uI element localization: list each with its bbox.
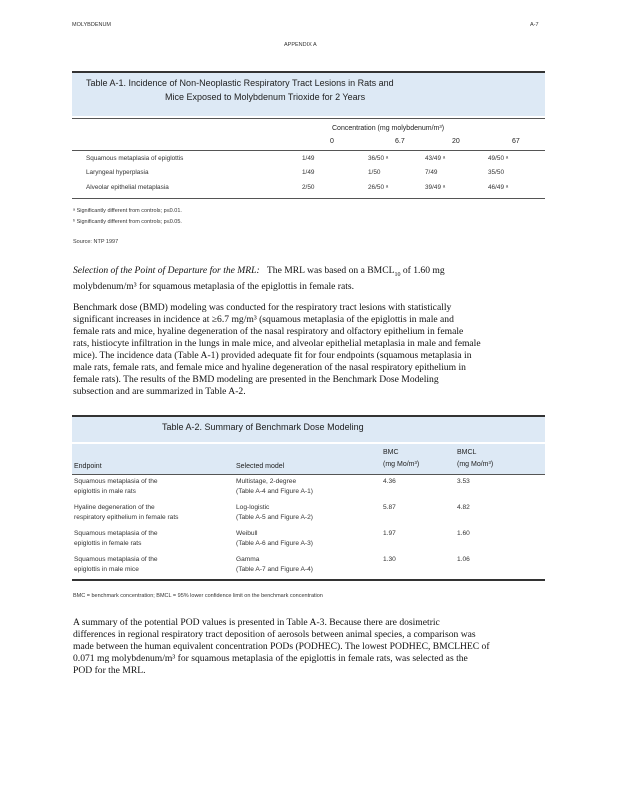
table-cell: 49/50 ᵃ bbox=[488, 155, 509, 162]
table-cell: Gamma (Table A-7 and Figure A-4) bbox=[236, 556, 313, 573]
table1-footnote-a: ᵃ Significantly different from controls; p≤0.01. bbox=[73, 208, 182, 214]
table2-col-bmcl-unit: (mg Mo/m³) bbox=[457, 461, 494, 468]
paragraph-mrl-selection: Selection of the Point of Departure for the MRL: The MRL was based on a $BMCL_{10}$ of 1.60 mg molybdenum/m³ for squamous metaplasia of the epiglottis in female rats. bbox=[73, 265, 445, 292]
paragraph-pod-summary: A summary of the potential POD values is presented in Table A-3. Because there are dosimetric differences in regional respiratory tract deposition of aerosols between animal species, a comparison was made between the human equivalent concentration PODs (PODHEC). The lowest PODHEC, BMCLHEC of 0.071 mg molybdenum/m³ for squamous metaplasia of the epiglottis in female rats, was selected as the POD for the MRL. bbox=[73, 617, 490, 676]
table-cell: 1/50 bbox=[368, 169, 381, 176]
table1-header-rule bbox=[72, 150, 545, 151]
table-cell: Weibull (Table A-6 and Figure A-3) bbox=[236, 530, 313, 547]
table-cell: 36/50 ᵃ bbox=[368, 155, 389, 162]
table2-footnote: BMC = benchmark concentration; BMCL = 95% lower confidence limit on the benchmark concentration bbox=[73, 593, 323, 599]
table-cell: 35/50 bbox=[488, 169, 504, 176]
table-row: Squamous metaplasia of the epiglottis in female rats bbox=[74, 530, 158, 547]
table-cell: 39/49 ᵃ bbox=[425, 184, 446, 191]
table1-col-0: 0 bbox=[330, 138, 334, 145]
table-row: Laryngeal hyperplasia bbox=[86, 169, 149, 176]
running-header-right: A-7 bbox=[530, 22, 539, 28]
table2-title: Table A-2. Summary of Benchmark Dose Modeling bbox=[162, 422, 364, 432]
table-cell: 1.30 bbox=[383, 556, 396, 563]
table-cell: 1.06 bbox=[457, 556, 470, 563]
table2-col-endpoint: Endpoint bbox=[74, 463, 102, 470]
table-cell: Multistage, 2-degree (Table A-4 and Figure A-1) bbox=[236, 478, 313, 495]
paragraph-bmd-modeling: Benchmark dose (BMD) modeling was conducted for the respiratory tract lesions with statistically significant increases in incidence at ≥6.7 mg/m³ (squamous metaplasia of the epiglottis in male and female rats and mice, hyaline degeneration of the nasal respiratory and olfactory epithelium in female rats, histiocyte infiltration in the lungs in male mice, and alveolar epithelial metaplasia in male and female mice). The incidence data (Table A-1) provided adequate fit for four endpoints (squamous metaplasia in male rats, female rats, and female mice and hyaline degeneration of the nasal respiratory epithelium in female rats). The results of the BMD modeling are presented in the Benchmark Dose Modeling subsection and are summarized in Table A-2. bbox=[73, 302, 481, 397]
table-cell: 3.53 bbox=[457, 478, 470, 485]
table-cell: 26/50 ᵃ bbox=[368, 184, 389, 191]
table1-footnote-b: ᵇ Significantly different from controls; p≤0.05. bbox=[73, 219, 182, 225]
table-row: Alveolar epithelial metaplasia bbox=[86, 184, 169, 191]
table1-band-rule bbox=[72, 118, 545, 119]
appendix-label: APPENDIX A bbox=[284, 42, 317, 48]
table-cell: 1/49 bbox=[302, 155, 315, 162]
table1-col-67: 67 bbox=[512, 138, 520, 145]
table1-col-6.7: 6.7 bbox=[395, 138, 405, 145]
table1-title-line2: Mice Exposed to Molybdenum Trioxide for 2 Years bbox=[165, 92, 366, 102]
table2-col-bmc-unit: (mg Mo/m³) bbox=[383, 461, 420, 468]
table-cell: 4.36 bbox=[383, 478, 396, 485]
table-cell: 7/49 bbox=[425, 169, 438, 176]
table-cell: 1/49 bbox=[302, 169, 315, 176]
table-row: Squamous metaplasia of epiglottis bbox=[86, 155, 184, 162]
table2-col-model: Selected model bbox=[236, 463, 285, 470]
table1-source: Source: NTP 1997 bbox=[73, 239, 119, 245]
table1-col-20: 20 bbox=[452, 138, 460, 145]
table-cell: 5.87 bbox=[383, 504, 396, 511]
table-cell: 43/49 ᵃ bbox=[425, 155, 446, 162]
paragraph-lead: Selection of the Point of Departure for the MRL: bbox=[73, 265, 260, 276]
table-row: Squamous metaplasia of the epiglottis in male rats bbox=[74, 478, 158, 495]
table-row: Hyaline degeneration of the respiratory epithelium in female rats bbox=[74, 504, 179, 521]
table-row: Squamous metaplasia of the epiglottis in male mice bbox=[74, 556, 158, 573]
table2-col-bmc: BMC bbox=[383, 449, 399, 456]
table-cell: 1.60 bbox=[457, 530, 470, 537]
table1-bottom-rule bbox=[72, 198, 545, 199]
table1-concentration-label: Concentration (mg molybdenum/m³) bbox=[332, 125, 445, 132]
table2-col-bmcl: BMCL bbox=[457, 449, 477, 456]
table-cell: 2/50 bbox=[302, 184, 315, 191]
table-cell: Log-logistic (Table A-5 and Figure A-2) bbox=[236, 504, 313, 521]
table2-header-rule bbox=[72, 474, 545, 475]
table2-bottom-rule bbox=[72, 579, 545, 581]
table-cell: 46/49 ᵃ bbox=[488, 184, 509, 191]
table-cell: 1.97 bbox=[383, 530, 396, 537]
table-cell: 4.82 bbox=[457, 504, 470, 511]
running-header-left: MOLYBDENUM bbox=[72, 22, 112, 28]
table1-title-line1: Table A-1. Incidence of Non-Neoplastic Respiratory Tract Lesions in Rats and bbox=[86, 78, 394, 88]
